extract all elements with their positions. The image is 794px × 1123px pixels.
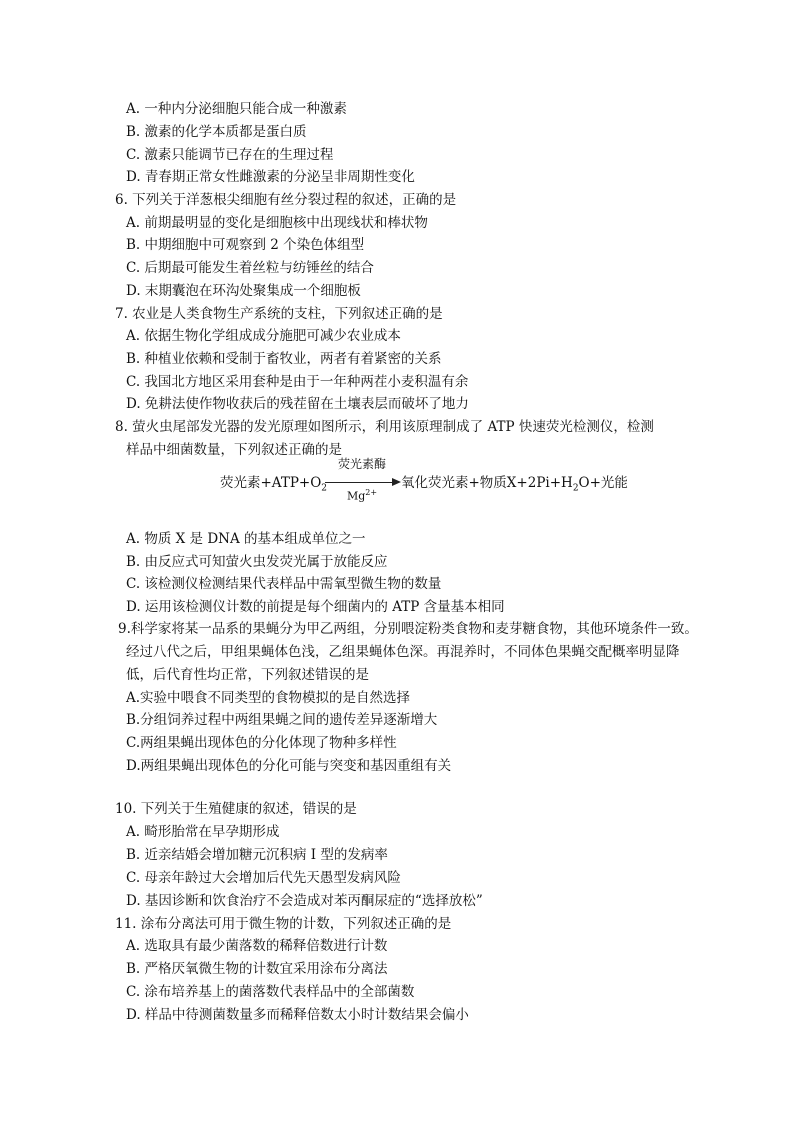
q8-stem-line2: 样品中细菌数量，下列叙述正确的是 [126,442,342,458]
q8-stem-line1: 8. 萤火虫尾部发光器的发光原理如图所示，利用该原理制成了 ATP 快速荧光检测仪，检测 [115,419,654,435]
q8-option-d: D. 运用该检测仪计数的前提是每个细菌内的 ATP 含量基本相同 [126,599,505,615]
q11-option-c: C. 涂布培养基上的菌落数代表样品中的全部菌数 [126,984,415,1000]
reactants-text: 荧光素+ATP+O [220,475,322,491]
cofactor-base: Mg [346,489,366,503]
water-subscript: 2 [572,483,579,494]
q11-stem: 11. 涂布分离法可用于微生物的计数，下列叙述正确的是 [115,916,452,932]
equation-reactants [220,474,327,498]
oxygen-subscript: 2 [321,483,328,494]
q6-option-a: A. 前期最明显的变化是细胞核中出现线状和棒状物 [126,215,428,231]
q8-option-a: A. 物质 X 是 DNA 的基本组成单位之一 [126,531,366,547]
enzyme-label: 荧光素酶 [337,457,386,471]
q9-stem-line3: 低，后代育性均正常，下列叙述错误的是 [126,667,369,683]
q7-option-c: C. 我国北方地区采用套种是由于一年种两茬小麦积温有余 [126,374,469,390]
q10-option-b: B. 近亲结婚会增加糖元沉积病 I 型的发病率 [126,847,388,863]
reaction-arrow-icon [392,478,401,486]
q5-option-a: A. 一种内分泌细胞只能合成一种激素 [126,101,347,117]
q5-option-d: D. 青春期正常女性雌激素的分泌呈非周期性变化 [126,169,415,185]
products-text-b: O+光能 [578,475,628,491]
q9-option-b: B.分组饲养过程中两组果蝇之间的遗传差异逐渐增大 [126,712,438,728]
q6-option-b: B. 中期细胞中可观察到 2 个染色体组型 [126,237,365,253]
q9-stem-line2: 经过八代之后，甲组果蝇体色浅，乙组果蝇体色深。再混养时，不同体色果蝇交配概率明显降 [126,644,680,660]
q6-option-d: D. 末期囊泡在环沟处聚集成一个细胞板 [126,283,361,299]
q10-option-c: C. 母亲年龄过大会增加后代先天愚型发病风险 [126,870,401,886]
q10-stem: 10. 下列关于生殖健康的叙述，错误的是 [115,801,357,817]
q6-stem: 6. 下列关于洋葱根尖细胞有丝分裂过程的叙述，正确的是 [115,192,457,208]
products-text-a: 氧化荧光素+物质X+2Pi+H [401,475,573,491]
equation-products [401,474,628,498]
reaction-equation [220,457,628,503]
reaction-arrow-line [325,482,397,483]
q9-option-d: D.两组果蝇出现体色的分化可能与突变和基因重组有关 [126,758,452,774]
q9-option-a: A.实验中喂食不同类型的食物模拟的是自然选择 [126,690,411,706]
q7-option-d: D. 免耕法使作物收获后的残茬留在土壤表层而破坏了地力 [126,396,469,412]
q5-option-b: B. 激素的化学本质都是蛋白质 [126,124,307,140]
q9-option-c: C.两组果蝇出现体色的分化体现了物种多样性 [126,735,397,751]
q10-option-d: D. 基因诊断和饮食治疗不会造成对苯丙酮尿症的“选择放松” [126,893,483,909]
q7-option-b: B. 种植业依赖和受制于畜牧业，两者有着紧密的关系 [126,351,442,367]
q11-option-d: D. 样品中待测菌数量多而稀释倍数太小时计数结果会偏小 [126,1007,469,1023]
q11-option-a: A. 选取具有最少菌落数的稀释倍数进行计数 [126,938,388,954]
q10-option-a: A. 畸形胎常在早孕期形成 [126,824,280,840]
q7-stem: 7. 农业是人类食物生产系统的支柱，下列叙述正确的是 [115,306,443,322]
cofactor-label [327,486,397,504]
q8-option-c: C. 该检测仪检测结果代表样品中需氧型微生物的数量 [126,576,442,592]
cofactor-charge: 2+ [365,488,378,497]
q6-option-c: C. 后期最可能发生着丝粒与纺锤丝的结合 [126,260,374,276]
q8-option-b: B. 由反应式可知萤火虫发荧光属于放能反应 [126,554,388,570]
q7-option-a: A. 依据生物化学组成成分施肥可减少农业成本 [126,328,401,344]
q11-option-b: B. 严格厌氧微生物的计数宜采用涂布分离法 [126,961,388,977]
q5-option-c: C. 激素只能调节已存在的生理过程 [126,147,334,163]
q9-stem-line1: 9.科学家将某一品系的果蝇分为甲乙两组，分别喂淀粉类食物和麦芽糖食物，其他环境条件一致。 [118,621,698,637]
